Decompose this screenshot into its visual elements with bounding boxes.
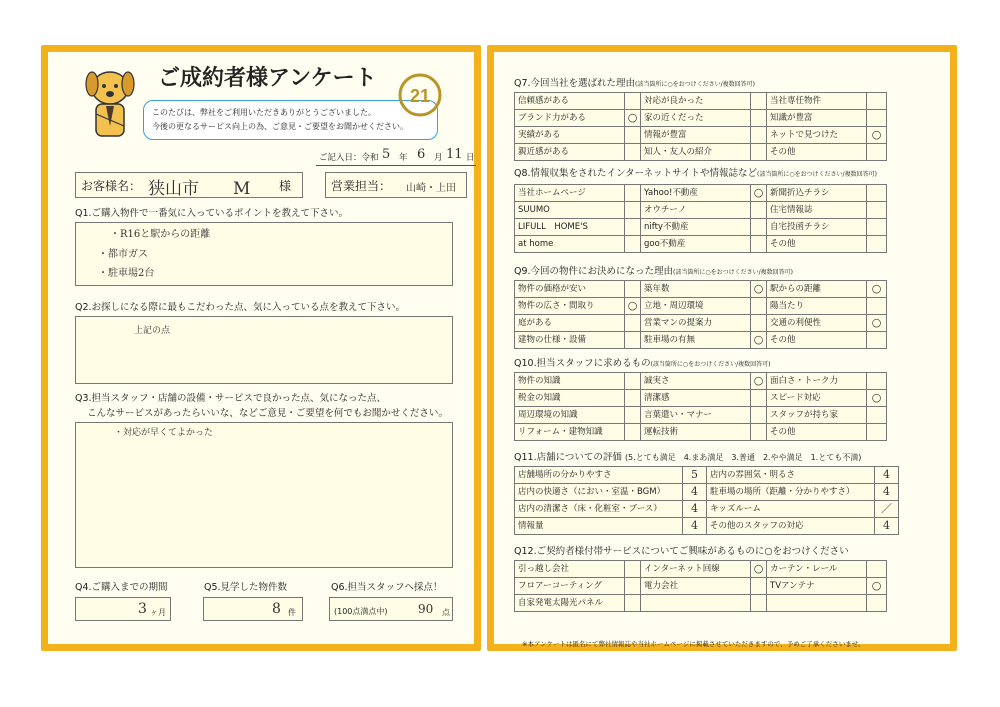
q11-title: Q11.店舗についての評価 bbox=[514, 452, 622, 463]
q4-value: 3 bbox=[138, 601, 147, 617]
q7-option-mark[interactable]: ○ bbox=[625, 110, 641, 127]
q7-option-label: 対応が良かった bbox=[641, 93, 751, 110]
q10-option-label: 運転技術 bbox=[641, 424, 751, 441]
date-underline bbox=[316, 165, 476, 166]
q11-option-label: 店内の雰囲気・明るさ bbox=[707, 467, 875, 484]
q10-option-label: 税金の知識 bbox=[515, 390, 625, 407]
q9-option-mark[interactable]: ○ bbox=[751, 281, 767, 298]
q9-option-label: 営業マンの提案力 bbox=[641, 315, 751, 332]
q10-option-label: 周辺環境の知識 bbox=[515, 407, 625, 424]
q9-option-mark[interactable]: ○ bbox=[867, 315, 887, 332]
q12-option-mark[interactable] bbox=[751, 595, 767, 612]
q10-option-mark[interactable] bbox=[625, 407, 641, 424]
q3-answer: ・対応が早くてよかった bbox=[114, 428, 214, 438]
q10-option-mark[interactable]: ○ bbox=[751, 373, 767, 390]
q9-option-label: 交通の利便性 bbox=[767, 315, 867, 332]
q9-option-label: 陽当たり bbox=[767, 298, 867, 315]
date-label: ご記入日：令和 bbox=[319, 153, 379, 163]
q11-option-mark[interactable]: 4 bbox=[875, 467, 899, 484]
q8-option-mark[interactable] bbox=[751, 236, 767, 253]
q8-option-label: nifty不動産 bbox=[641, 219, 751, 236]
q6-value: 90 bbox=[418, 602, 434, 616]
q1-answer-3: ・駐車場2台 bbox=[98, 268, 155, 279]
q10-option-label: 物件の知識 bbox=[515, 373, 625, 390]
q12-option-label: TVアンテナ bbox=[767, 578, 867, 595]
q11-option-label: 駐車場の場所（距離・分かりやすさ） bbox=[707, 484, 875, 501]
q9-option-label: 駐車場の有無 bbox=[641, 332, 751, 349]
q7-option-label: 家の近くだった bbox=[641, 110, 751, 127]
sales-staff-field[interactable] bbox=[325, 172, 467, 198]
q11-option-label: 情報量 bbox=[515, 518, 683, 535]
q12-option-label bbox=[641, 595, 751, 612]
q9-option-label: 駅からの距離 bbox=[767, 281, 867, 298]
q1-answer-2: ・都市ガス bbox=[98, 249, 148, 260]
q7-option-label: 実績がある bbox=[515, 127, 625, 144]
q11-option-label: キッズルーム bbox=[707, 501, 875, 518]
q10-option-mark[interactable] bbox=[751, 390, 767, 407]
q7-option-label: ネットで見つけた bbox=[767, 127, 867, 144]
left-survey-panel bbox=[41, 45, 481, 651]
q7-option-label: 情報が豊富 bbox=[641, 127, 751, 144]
sales-staff-label: 営業担当： bbox=[331, 179, 392, 193]
q5-value: 8 bbox=[272, 601, 281, 617]
q7-option-label: 信頼感がある bbox=[515, 93, 625, 110]
q10-option-mark[interactable] bbox=[625, 373, 641, 390]
q8-option-label: at home bbox=[515, 236, 625, 253]
q7-option-mark[interactable] bbox=[751, 110, 767, 127]
q8-option-label: 新聞折込チラシ bbox=[767, 185, 867, 202]
q6-label: Q6.担当スタッフへ採点！ bbox=[331, 582, 443, 593]
q8-option-label: 自宅投函チラシ bbox=[767, 219, 867, 236]
logo-text: 21 bbox=[409, 86, 431, 106]
date-day: 11 bbox=[446, 147, 463, 162]
q11-option-mark[interactable]: 4 bbox=[875, 518, 899, 535]
q3-label-2: こんなサービスがあったらいいな、などご意見・ご要望を何でもお聞かせください。 bbox=[87, 408, 448, 419]
q7-title: Q7.今回当社を選ばれた理由 bbox=[514, 78, 636, 89]
day-label: 日 bbox=[466, 153, 475, 163]
q10-option-mark[interactable] bbox=[867, 424, 887, 441]
q9-option-mark[interactable]: ○ bbox=[751, 332, 767, 349]
q9-option-mark[interactable]: ○ bbox=[867, 281, 887, 298]
month-label: 月 bbox=[434, 153, 443, 163]
q10-option-mark[interactable] bbox=[625, 390, 641, 407]
q10-option-label: その他 bbox=[767, 424, 867, 441]
q10-options-grid bbox=[514, 372, 887, 441]
q1-label: Q1.ご購入物件で一番気に入っているポイントを教えて下さい。 bbox=[75, 208, 349, 219]
q9-option-label: 物件の広さ・間取り bbox=[515, 298, 625, 315]
q8-option-mark[interactable] bbox=[751, 219, 767, 236]
customer-name-label: お客様名： bbox=[81, 179, 142, 193]
q11-option-mark[interactable]: 4 bbox=[875, 484, 899, 501]
q2-answer-box[interactable] bbox=[75, 316, 453, 384]
customer-name-suffix: 様 bbox=[279, 179, 292, 193]
q12-label: Q12.ご契約者様付帯サービスについてご興味があるものに○をおつけください bbox=[514, 546, 849, 557]
q10-note: (該当箇所に○をおつけください/複数回答可) bbox=[650, 361, 771, 368]
q7-option-mark[interactable] bbox=[751, 127, 767, 144]
q11-option-mark[interactable]: ／ bbox=[875, 501, 899, 518]
q9-title: Q9.今回の物件にお決めになった理由 bbox=[514, 266, 674, 277]
dog-mascot-icon bbox=[80, 64, 140, 144]
greeting-line-1: このたびは、弊社をご利用いただきありがとうございました。 bbox=[152, 108, 376, 117]
q12-option-mark[interactable] bbox=[625, 561, 641, 578]
q11-option-mark[interactable]: 4 bbox=[683, 484, 707, 501]
q10-label bbox=[514, 358, 770, 371]
q12-option-label: 電力会社 bbox=[641, 578, 751, 595]
q9-label bbox=[514, 266, 793, 279]
q3-answer-box[interactable] bbox=[75, 422, 453, 568]
page-title: ご成約者様アンケート bbox=[158, 66, 377, 91]
q10-option-label: スピード対応 bbox=[767, 390, 867, 407]
q9-option-label: その他 bbox=[767, 332, 867, 349]
q8-option-label: 当社ホームページ bbox=[515, 185, 625, 202]
century21-logo-icon bbox=[397, 72, 443, 118]
q10-option-label: リフォーム・建物知識 bbox=[515, 424, 625, 441]
q9-option-mark[interactable] bbox=[625, 281, 641, 298]
q4-label: Q4.ご購入までの期間 bbox=[75, 582, 168, 593]
q9-option-mark[interactable] bbox=[625, 332, 641, 349]
q8-option-label: 住宅情報誌 bbox=[767, 202, 867, 219]
q11-option-mark[interactable]: 5 bbox=[683, 467, 707, 484]
q8-option-label: オウチーノ bbox=[641, 202, 751, 219]
q8-option-mark[interactable] bbox=[625, 202, 641, 219]
q9-option-mark[interactable] bbox=[751, 298, 767, 315]
q8-options-grid bbox=[514, 184, 887, 253]
q11-option-label: その他のスタッフの対応 bbox=[707, 518, 875, 535]
q2-answer: 上記の点 bbox=[134, 326, 171, 336]
q6-score-field[interactable] bbox=[329, 597, 453, 621]
q8-option-label: その他 bbox=[767, 236, 867, 253]
q8-note: (該当箇所に○をおつけください/複数回答可) bbox=[757, 171, 877, 178]
q12-option-mark[interactable]: ○ bbox=[867, 578, 887, 595]
q12-option-mark[interactable] bbox=[867, 595, 887, 612]
greeting-line-2: 今後の更なるサービス向上の為、ご意見・ご要望をお聞かせください。 bbox=[152, 122, 408, 131]
q9-option-mark[interactable] bbox=[867, 298, 887, 315]
q9-option-label: 立地・周辺環境 bbox=[641, 298, 751, 315]
customer-name-value: 狭山市 M bbox=[148, 179, 251, 199]
q9-options-grid bbox=[514, 280, 887, 349]
q7-option-mark[interactable] bbox=[751, 93, 767, 110]
q8-option-label: goo不動産 bbox=[641, 236, 751, 253]
q12-option-mark[interactable] bbox=[867, 561, 887, 578]
q7-option-label: 知識が豊富 bbox=[767, 110, 867, 127]
sales-staff-value: 山崎・上田 bbox=[406, 183, 456, 194]
q12-options-grid bbox=[514, 560, 887, 612]
q7-option-mark[interactable] bbox=[867, 93, 887, 110]
greeting-bubble bbox=[143, 100, 438, 140]
q10-option-mark[interactable] bbox=[751, 407, 767, 424]
q4-period-field[interactable] bbox=[75, 597, 171, 621]
q9-option-label: 建物の仕様・設備 bbox=[515, 332, 625, 349]
q6-note: (100点満点中) bbox=[334, 607, 388, 616]
q11-label bbox=[514, 452, 861, 464]
q10-option-label: 清潔感 bbox=[641, 390, 751, 407]
q4-unit: ヶ月 bbox=[150, 608, 166, 617]
q3-label-1: Q3.担当スタッフ・店舗の設備・サービスで良かった点、気になった点、 bbox=[75, 393, 387, 404]
q12-option-label bbox=[767, 595, 867, 612]
q7-option-label: 親近感がある bbox=[515, 144, 625, 161]
q12-option-label: フロアーコーティング bbox=[515, 578, 625, 595]
q1-answer-1: ・R16と駅からの距離 bbox=[110, 229, 211, 240]
q10-option-label: 誠実さ bbox=[641, 373, 751, 390]
q11-option-label: 店舗場所の分かりやすさ bbox=[515, 467, 683, 484]
q7-options-grid bbox=[514, 92, 887, 161]
q10-option-label: 言葉遣い・マナー bbox=[641, 407, 751, 424]
q7-option-label: その他 bbox=[767, 144, 867, 161]
q7-option-label: ブランド力がある bbox=[515, 110, 625, 127]
q10-option-mark[interactable] bbox=[867, 373, 887, 390]
q7-option-label: 当社専任物件 bbox=[767, 93, 867, 110]
q8-option-mark[interactable]: ○ bbox=[751, 185, 767, 202]
q11-option-label: 店内の快適さ（におい・室温・BGM） bbox=[515, 484, 683, 501]
q8-option-mark[interactable] bbox=[867, 185, 887, 202]
q11-rating-grid bbox=[514, 466, 899, 535]
q7-option-mark[interactable]: ○ bbox=[867, 127, 887, 144]
q5-unit: 件 bbox=[288, 608, 296, 617]
q9-option-mark[interactable] bbox=[625, 315, 641, 332]
q12-option-label: カーテン・レール bbox=[767, 561, 867, 578]
q7-option-mark[interactable] bbox=[625, 127, 641, 144]
q8-option-mark[interactable] bbox=[625, 236, 641, 253]
q8-option-mark[interactable] bbox=[625, 185, 641, 202]
q7-option-mark[interactable] bbox=[867, 110, 887, 127]
q8-option-mark[interactable] bbox=[867, 202, 887, 219]
q9-note: (該当箇所に○をおつけください/複数回答可) bbox=[673, 269, 793, 276]
q9-option-mark[interactable] bbox=[867, 332, 887, 349]
q8-option-mark[interactable] bbox=[751, 202, 767, 219]
q10-title: Q10.担当スタッフに求めるもの bbox=[514, 358, 651, 369]
q10-option-mark[interactable]: ○ bbox=[867, 390, 887, 407]
q9-option-label: 物件の価格が安い bbox=[515, 281, 625, 298]
q7-option-label: 知人・友人の紹介 bbox=[641, 144, 751, 161]
q7-label bbox=[514, 78, 755, 91]
q12-option-mark[interactable] bbox=[625, 595, 641, 612]
q6-unit: 点 bbox=[442, 608, 450, 617]
q7-note: (該当箇所に○をおつけください/複数回答可) bbox=[635, 81, 755, 88]
q8-option-mark[interactable] bbox=[625, 219, 641, 236]
q7-option-mark[interactable] bbox=[625, 93, 641, 110]
q11-scale: (5.とても満足 4.まあ満足 3.普通 2.やや満足 1.とても不満) bbox=[624, 453, 862, 462]
q5-label: Q5.見学した物件数 bbox=[204, 582, 288, 593]
q12-option-label: 自家発電太陽光パネル bbox=[515, 595, 625, 612]
q8-option-label: Yahoo!不動産 bbox=[641, 185, 751, 202]
q10-option-mark[interactable] bbox=[625, 424, 641, 441]
right-survey-panel bbox=[487, 45, 957, 651]
q12-option-mark[interactable]: ○ bbox=[751, 561, 767, 578]
q12-option-label: 引っ越し会社 bbox=[515, 561, 625, 578]
q8-option-mark[interactable] bbox=[867, 236, 887, 253]
q7-option-mark[interactable] bbox=[751, 144, 767, 161]
q10-option-mark[interactable] bbox=[751, 424, 767, 441]
q12-option-label: インターネット回線 bbox=[641, 561, 751, 578]
q10-option-mark[interactable] bbox=[867, 407, 887, 424]
q8-label bbox=[514, 168, 877, 181]
q11-option-mark[interactable]: 4 bbox=[683, 501, 707, 518]
q8-option-label: LIFULL HOME'S bbox=[515, 219, 625, 236]
q8-title: Q8.情報収集をされたインターネットサイトや情報誌など bbox=[514, 168, 758, 179]
q9-option-mark[interactable]: ○ bbox=[625, 298, 641, 315]
footer-note: ※本アンケートは匿名にて弊社情報誌や当社ホームページに掲載させていただきますので、予めご了承くださいませ。 bbox=[522, 640, 865, 648]
q10-option-label: 面白さ・トーク力 bbox=[767, 373, 867, 390]
q11-option-label: 店内の清潔さ（床・化粧室・ブース） bbox=[515, 501, 683, 518]
customer-name-field[interactable] bbox=[75, 172, 303, 198]
q9-option-label: 庭がある bbox=[515, 315, 625, 332]
q7-option-mark[interactable] bbox=[867, 144, 887, 161]
q12-option-mark[interactable] bbox=[751, 578, 767, 595]
q9-option-mark[interactable] bbox=[751, 315, 767, 332]
q7-option-mark[interactable] bbox=[625, 144, 641, 161]
q2-label: Q2.お探しになる際に最もこだわった点、気に入っている点を教えて下さい。 bbox=[75, 302, 405, 313]
q10-option-label: スタッフが持ち家 bbox=[767, 407, 867, 424]
q1-answer-box[interactable] bbox=[75, 222, 453, 286]
q12-option-mark[interactable] bbox=[625, 578, 641, 595]
q8-option-label: SUUMO bbox=[515, 202, 625, 219]
q8-option-mark[interactable] bbox=[867, 219, 887, 236]
date-year: 5 bbox=[382, 147, 391, 162]
q11-option-mark[interactable]: 4 bbox=[683, 518, 707, 535]
date-month: 6 bbox=[417, 147, 426, 162]
year-label: 年 bbox=[399, 153, 408, 163]
q9-option-label: 築年数 bbox=[641, 281, 751, 298]
q5-count-field[interactable] bbox=[203, 597, 303, 621]
